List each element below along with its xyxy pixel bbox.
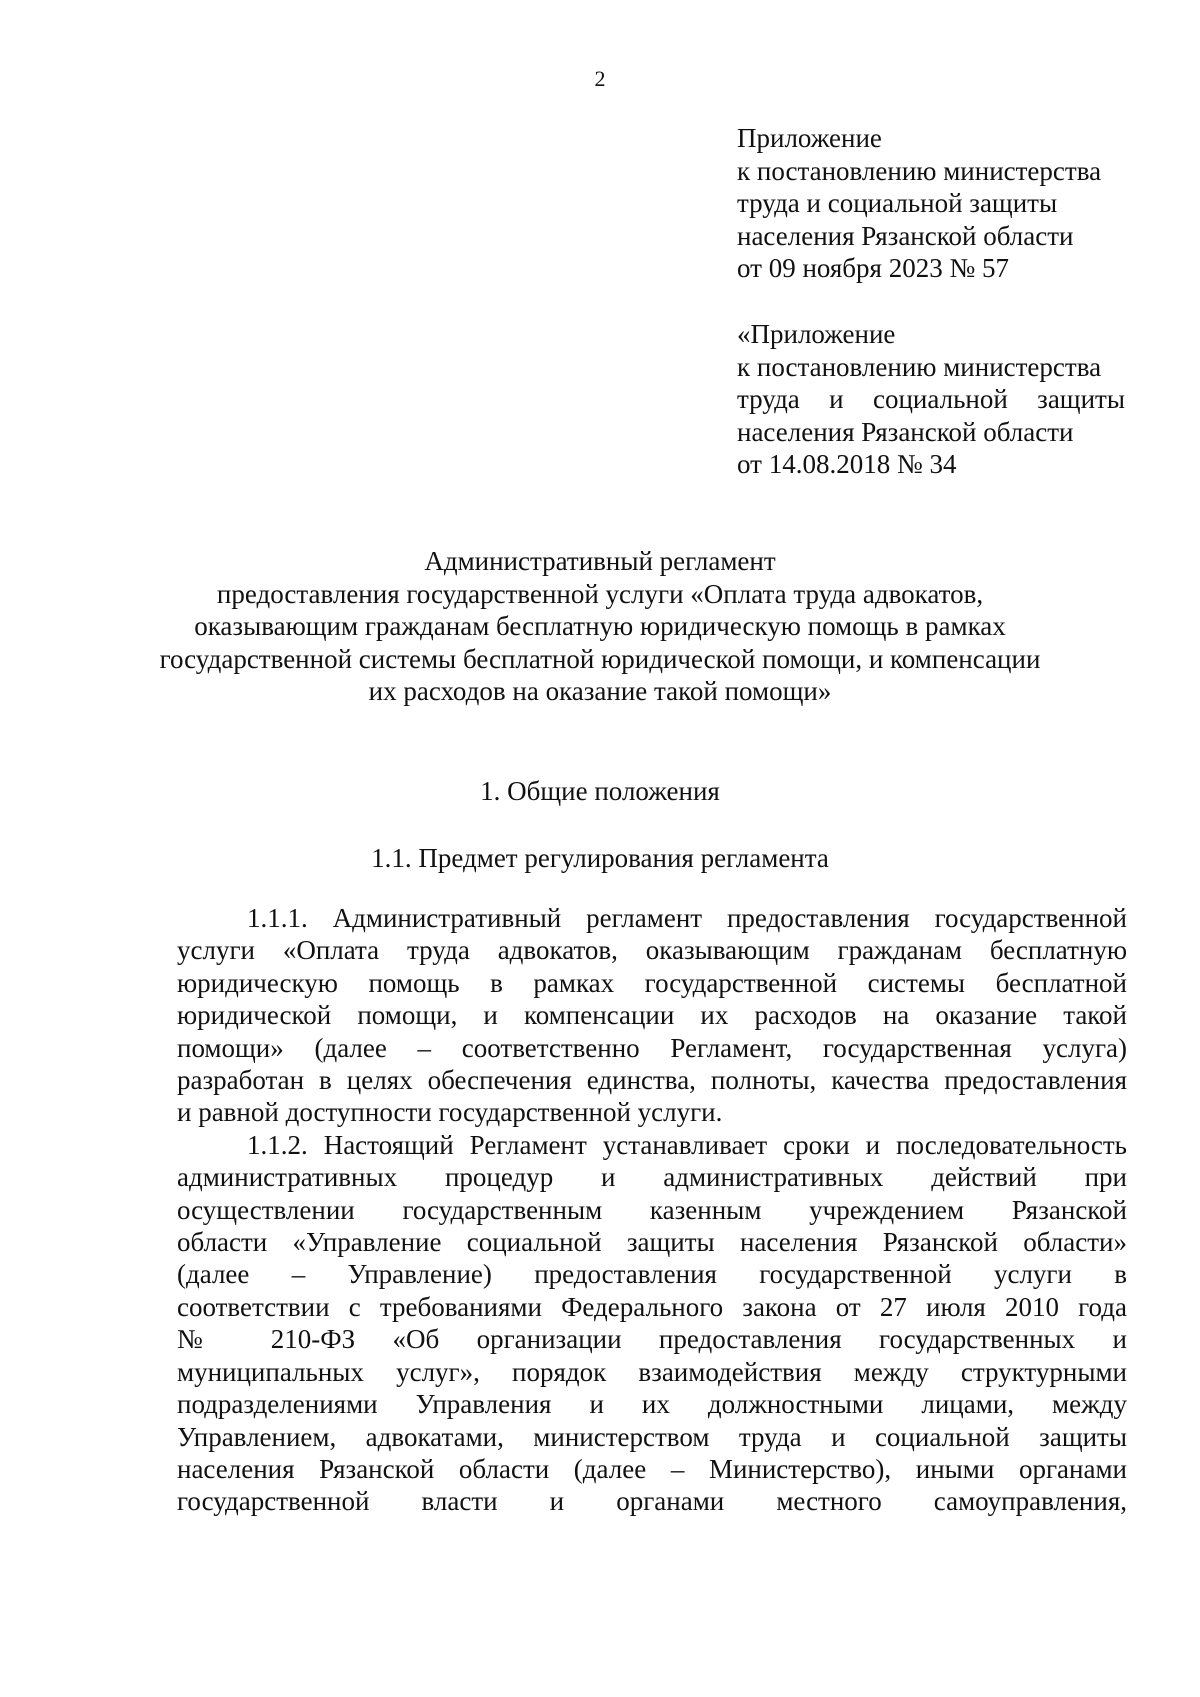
paragraph-line: № 210-ФЗ «Об организации предоставления государственных и [177, 1324, 1127, 1355]
appendix-current-line: Приложение [737, 123, 882, 153]
paragraph-line: юридическую помощь в рамках государственной системы бесплатной [177, 967, 1127, 998]
paragraph-line: 1.1.2. Настоящий Регламент устанавливает сроки и последовательность [247, 1129, 1127, 1160]
document-title [150, 545, 1050, 708]
paragraph-line: области «Управление социальной защиты населения Рязанской области» [177, 1227, 1127, 1258]
appendix-original-line: от 14.08.2018 № 34 [737, 449, 957, 479]
paragraph-line: населения Рязанской области (далее – Министерство), иными органами [177, 1453, 1127, 1484]
appendix-current-line: от 09 ноября 2023 № 57 [737, 253, 1009, 283]
subsection-heading-subject: 1.1. Предмет регулирования регламента [371, 843, 829, 873]
appendix-original-line: труда и социальной защиты [737, 384, 1125, 414]
paragraph-line: соответствии с требованиями Федерального закона от 27 июля 2010 года [177, 1291, 1127, 1322]
section-heading-general: 1. Общие положения [480, 776, 720, 806]
appendix-current-line: населения Рязанской области [737, 220, 1074, 251]
page-number: 2 [594, 66, 606, 91]
paragraph-line: осуществлении государственным казенным учреждением Рязанской [177, 1194, 1127, 1225]
paragraph-line: государственной власти и органами местного самоуправления, [177, 1486, 1127, 1517]
paragraph-line: (далее – Управление) предоставления государственной услуги в [177, 1259, 1127, 1290]
paragraph-line: услуги «Оплата труда адвокатов, оказывающим гражданам бесплатную [177, 935, 1127, 966]
appendix-original [737, 318, 1137, 481]
paragraph-line: Управлением, адвокатами, министерством труда и социальной защиты [177, 1421, 1127, 1452]
appendix-original-line: «Приложение [737, 319, 896, 349]
document-title-line: государственной системы бесплатной юридической помощи, и компенсации [159, 643, 1041, 674]
paragraph-line: административных процедур и административных действий при [177, 1162, 1127, 1193]
appendix-original-line: к постановлению министерства [737, 351, 1102, 382]
appendix-current [737, 122, 1137, 285]
body-text [177, 902, 1127, 1518]
paragraph-line: подразделениями Управления и их должностными лицами, между [177, 1389, 1127, 1420]
appendix-current-line: труда и социальной защиты [737, 188, 1058, 218]
paragraph-line: муниципальных услуг», порядок взаимодействия между структурными [177, 1356, 1127, 1387]
paragraph-line: юридической помощи, и компенсации их расходов на оказание такой [177, 1000, 1127, 1031]
paragraph-line: разработан в целях обеспечения единства, полноты, качества предоставления [177, 1065, 1127, 1096]
document-title-line: их расходов на оказание такой помощи» [368, 676, 832, 706]
appendix-original-line: населения Рязанской области [737, 416, 1074, 447]
paragraph-line: 1.1.1. Административный регламент предоставления государственной [247, 903, 1127, 933]
document-title-line: Административный регламент [424, 546, 776, 576]
document-title-line: предоставления государственной услуги «Оплата труда адвокатов, [216, 578, 984, 609]
paragraph-line: и равной доступности государственной услуги. [177, 1097, 723, 1128]
appendix-current-line: к постановлению министерства [737, 155, 1102, 186]
paragraph-line: помощи» (далее – соответственно Регламент, государственная услуга) [177, 1032, 1127, 1063]
document-title-line: оказывающим гражданам бесплатную юридическую помощь в рамках [194, 611, 1006, 641]
